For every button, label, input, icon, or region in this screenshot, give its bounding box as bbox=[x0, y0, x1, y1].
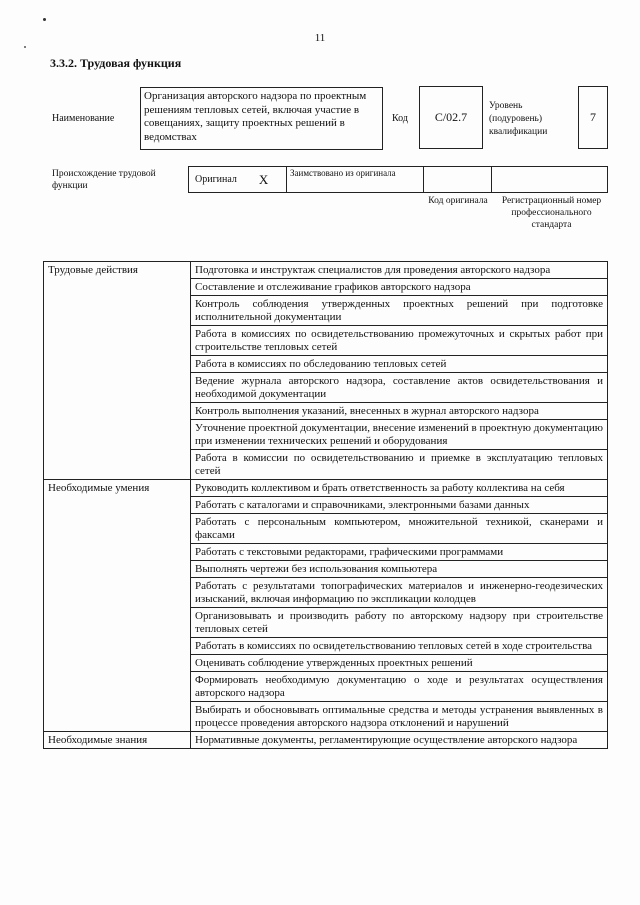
scan-speck bbox=[43, 18, 46, 21]
function-details-table bbox=[43, 261, 608, 749]
section-category: Необходимые умения bbox=[44, 480, 191, 497]
section-category-continuation bbox=[44, 356, 191, 373]
section-category-continuation bbox=[44, 655, 191, 672]
original-cell bbox=[188, 166, 287, 193]
table-row bbox=[44, 608, 608, 638]
section-category-continuation bbox=[44, 514, 191, 544]
section-item: Работать с текстовыми редакторами, графическими программами bbox=[191, 544, 608, 561]
table-row bbox=[44, 373, 608, 403]
section-category-continuation bbox=[44, 544, 191, 561]
table-row bbox=[44, 578, 608, 608]
section-item: Выполнять чертежи без использования компьютера bbox=[191, 561, 608, 578]
table-row bbox=[44, 732, 608, 749]
function-name-box: Организация авторского надзора по проектным решениям тепловых сетей, включая участие в совещаниях, защиту проектных решений в ведомствах bbox=[140, 87, 383, 150]
section-category-continuation bbox=[44, 279, 191, 296]
reg-number-cell bbox=[491, 166, 608, 193]
table-row bbox=[44, 561, 608, 578]
table-row bbox=[44, 702, 608, 732]
table-row bbox=[44, 356, 608, 373]
section-item: Подготовка и инструктаж специалистов для проведения авторского надзора bbox=[191, 262, 608, 279]
code-original-caption: Код оригинала bbox=[428, 196, 488, 206]
table-row bbox=[44, 450, 608, 480]
section-item: Выбирать и обосновывать оптимальные средства и методы устранения выявленных в процессе проведения авторского надзора отклонений и нарушений bbox=[191, 702, 608, 732]
section-title: 3.3.2. Трудовая функция bbox=[50, 56, 182, 70]
section-item: Организовывать и производить работу по авторскому надзору при строительстве тепловых сетей bbox=[191, 608, 608, 638]
code-label: Код bbox=[392, 113, 408, 124]
name-label: Наименование bbox=[52, 113, 115, 124]
table-row bbox=[44, 655, 608, 672]
section-category-continuation bbox=[44, 450, 191, 480]
section-category-continuation bbox=[44, 578, 191, 608]
original-mark: X bbox=[258, 171, 269, 187]
reg-number-caption: Регистрационный номер профессионального стандарта bbox=[501, 196, 602, 230]
section-category-continuation bbox=[44, 403, 191, 420]
section-item: Оценивать соблюдение утвержденных проектных решений bbox=[191, 655, 608, 672]
section-category-continuation bbox=[44, 497, 191, 514]
table-row bbox=[44, 296, 608, 326]
section-category-continuation bbox=[44, 373, 191, 403]
table-row bbox=[44, 480, 608, 497]
section-category-continuation bbox=[44, 296, 191, 326]
table-row bbox=[44, 638, 608, 655]
level-label: Уровень (подуровень) квалификации bbox=[489, 101, 548, 137]
table-row bbox=[44, 326, 608, 356]
section-item: Руководить коллективом и брать ответственность за работу коллектива на себя bbox=[191, 480, 608, 497]
section-item: Контроль соблюдения утвержденных проектных решений при подготовке исполнительной документации bbox=[191, 296, 608, 326]
section-item: Контроль выполнения указаний, внесенных в журнал авторского надзора bbox=[191, 403, 608, 420]
section-category-continuation bbox=[44, 638, 191, 655]
code-original-cell bbox=[423, 166, 492, 193]
section-category-continuation bbox=[44, 608, 191, 638]
scan-speck bbox=[24, 46, 26, 48]
table-row bbox=[44, 420, 608, 450]
section-item: Работа в комиссии по освидетельствованию и приемке в эксплуатацию тепловых сетей bbox=[191, 450, 608, 480]
section-category: Необходимые знания bbox=[44, 732, 191, 749]
section-item: Работа в комиссиях по обследованию тепловых сетей bbox=[191, 356, 608, 373]
original-label: Оригинал bbox=[195, 174, 237, 185]
section-item: Ведение журнала авторского надзора, составление актов освидетельствования и необходимой документации bbox=[191, 373, 608, 403]
section-category: Трудовые действия bbox=[44, 262, 191, 279]
table-row bbox=[44, 544, 608, 561]
section-item: Работать с каталогами и справочниками, электронными базами данных bbox=[191, 497, 608, 514]
origin-label: Происхождение трудовой функции bbox=[52, 169, 156, 191]
table-row bbox=[44, 403, 608, 420]
level-box: 7 bbox=[578, 86, 608, 149]
section-category-continuation bbox=[44, 702, 191, 732]
page-bottom-edge bbox=[0, 893, 640, 905]
page-number: 11 bbox=[314, 32, 326, 44]
section-category-continuation bbox=[44, 326, 191, 356]
section-item: Работать с персональным компьютером, множительной техникой, сканерами и факсами bbox=[191, 514, 608, 544]
section-item: Работать с результатами топографических материалов и инженерно-геодезических изысканий, включая информацию по экспликации колодцев bbox=[191, 578, 608, 608]
section-item: Работа в комиссиях по освидетельствованию промежуточных и скрытых работ при строительстве тепловых сетей bbox=[191, 326, 608, 356]
section-item: Составление и отслеживание графиков авторского надзора bbox=[191, 279, 608, 296]
code-box: C/02.7 bbox=[419, 86, 483, 149]
borrowed-cell: Заимствовано из оригинала bbox=[286, 166, 424, 193]
section-category-continuation bbox=[44, 672, 191, 702]
section-category-continuation bbox=[44, 561, 191, 578]
table-row bbox=[44, 514, 608, 544]
section-item: Работать в комиссиях по освидетельствованию тепловых сетей в ходе строительства bbox=[191, 638, 608, 655]
origin-row bbox=[188, 166, 610, 193]
section-item: Нормативные документы, регламентирующие осуществление авторского надзора bbox=[191, 732, 608, 749]
section-category-continuation bbox=[44, 420, 191, 450]
table-row bbox=[44, 262, 608, 279]
table-row bbox=[44, 279, 608, 296]
section-item: Уточнение проектной документации, внесение изменений в проектную документацию при изменении технических решений и оборудования bbox=[191, 420, 608, 450]
table-row bbox=[44, 497, 608, 514]
table-row bbox=[44, 672, 608, 702]
section-item: Формировать необходимую документацию о ходе и результатах осуществления авторского надзора bbox=[191, 672, 608, 702]
